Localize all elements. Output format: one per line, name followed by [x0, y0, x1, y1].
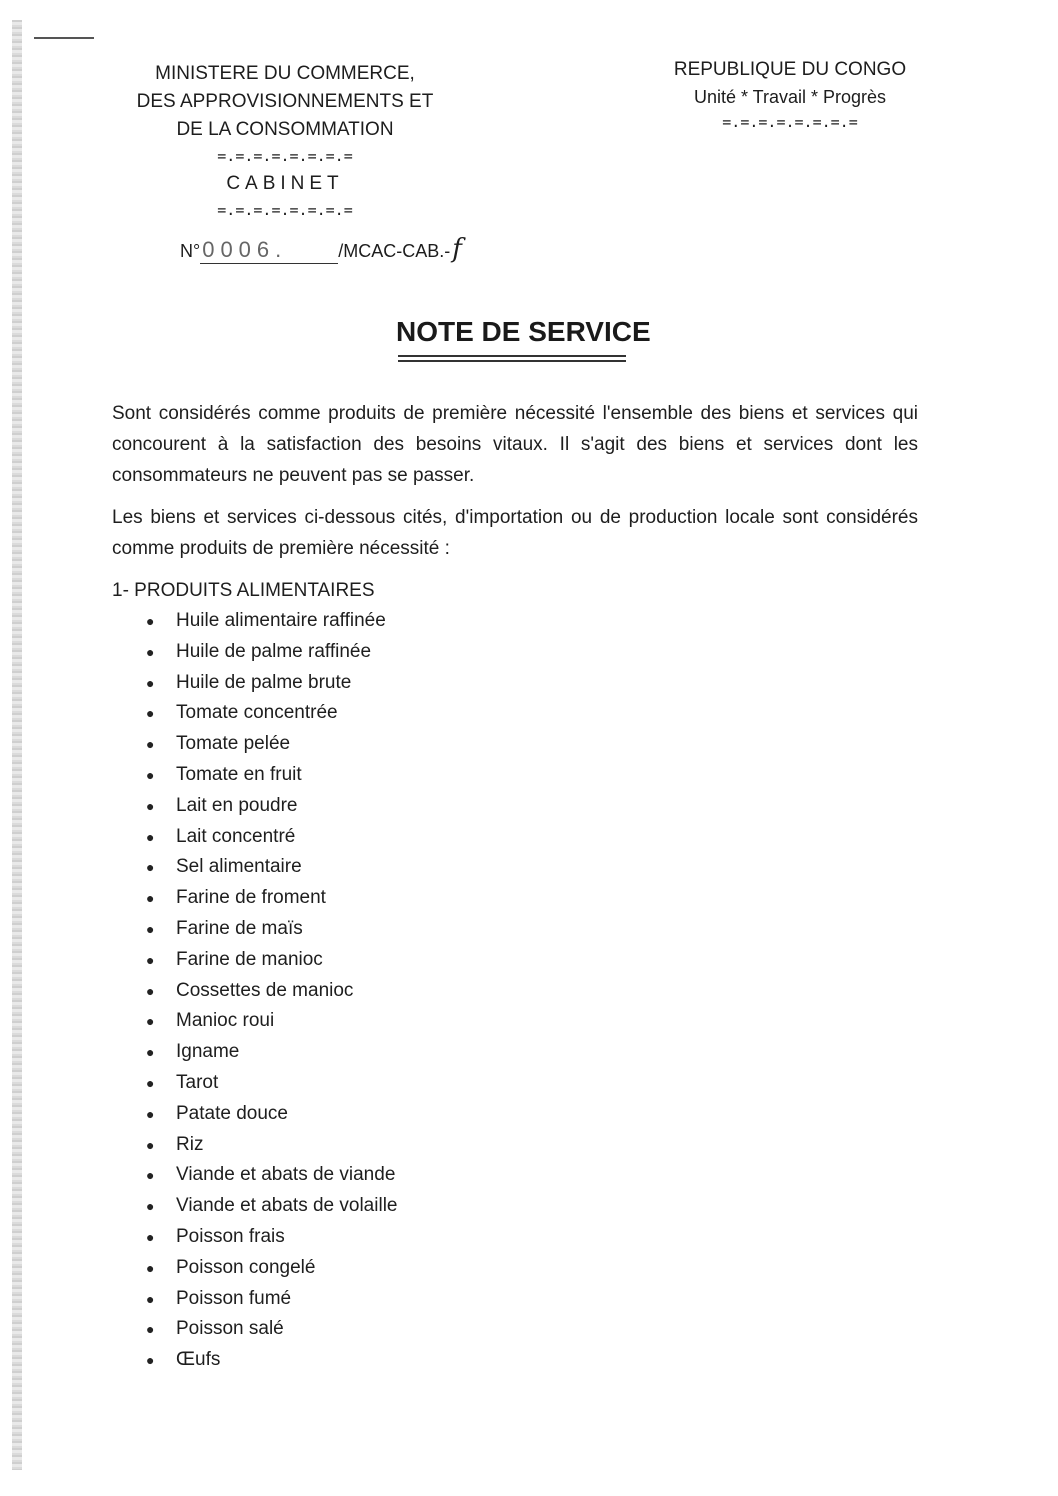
list-item: ● Lait concentré	[112, 822, 397, 853]
corner-mark	[34, 37, 94, 39]
list-item: ● Viande et abats de volaille	[112, 1191, 397, 1222]
reference-number	[180, 234, 462, 264]
country-separator: =.=.=.=.=.=.=.=	[722, 113, 858, 131]
list-item: ● Huile de palme brute	[112, 668, 397, 699]
cabinet-separator: =.=.=.=.=.=.=.=	[217, 201, 353, 219]
bullet-icon: ●	[146, 951, 155, 968]
list-item: ● Riz	[112, 1130, 397, 1161]
bullet-icon: ●	[146, 643, 155, 660]
list-item: ● Huile alimentaire raffinée	[112, 606, 397, 637]
bullet-icon: ●	[146, 1013, 155, 1030]
list-item: ● Poisson salé	[112, 1314, 397, 1345]
reference-prefix: N°	[180, 241, 201, 261]
list-item: ● Patate douce	[112, 1099, 397, 1130]
bullet-icon: ●	[146, 766, 155, 783]
ministry-separator: =.=.=.=.=.=.=.=	[217, 147, 353, 165]
bullet-icon: ●	[146, 1136, 155, 1153]
bullet-icon: ●	[146, 1259, 155, 1276]
country-name: REPUBLIQUE DU CONGO	[673, 59, 907, 80]
cabinet-label: CABINET	[226, 173, 344, 194]
bullet-icon: ●	[146, 705, 155, 722]
section-title-food: 1- PRODUITS ALIMENTAIRES	[112, 580, 375, 601]
reference-initial: f	[452, 234, 462, 264]
title-underline	[398, 355, 626, 357]
intro-paragraph: Sont considérés comme produits de première nécessité l'ensemble des biens et services qui concourent à la satisfaction des besoins vitaux. Il s'agit des biens et services dont les consommateurs ne peuvent pas se passer.	[112, 403, 918, 486]
bullet-icon: ●	[146, 1352, 155, 1369]
bullet-icon: ●	[146, 797, 155, 814]
bullet-icon: ●	[146, 1044, 155, 1061]
ministry-line-3: DE LA CONSOMMATION	[176, 119, 394, 140]
list-item: ● Farine de manioc	[112, 945, 397, 976]
bullet-icon: ●	[146, 859, 155, 876]
list-item: ● Cossettes de manioc	[112, 976, 397, 1007]
bullet-icon: ●	[146, 890, 155, 907]
list-item: ● Œufs	[112, 1345, 397, 1376]
list-item: ● Viande et abats de viande	[112, 1160, 397, 1191]
bullet-icon: ●	[146, 1105, 155, 1122]
ministry-header	[110, 60, 460, 220]
list-item: ● Poisson frais	[112, 1222, 397, 1253]
list-item: ● Farine de maïs	[112, 914, 397, 945]
bullet-icon: ●	[146, 1290, 155, 1307]
bullet-icon: ●	[146, 828, 155, 845]
ministry-line-1: MINISTERE DU COMMERCE,	[155, 63, 415, 84]
bullet-icon: ●	[146, 674, 155, 691]
title-underline-2	[398, 360, 626, 362]
list-item: ● Lait en poudre	[112, 791, 397, 822]
list-item: ● Huile de palme raffinée	[112, 637, 397, 668]
reference-value: 0006.	[200, 237, 338, 264]
list-item: ● Igname	[112, 1037, 397, 1068]
list-item: ● Tomate en fruit	[112, 760, 397, 791]
list-item: ● Tarot	[112, 1068, 397, 1099]
list-item: ● Sel alimentaire	[112, 852, 397, 883]
country-motto: Unité * Travail * Progrès	[693, 87, 887, 107]
list-item: ● Tomate concentrée	[112, 698, 397, 729]
bullet-icon: ●	[146, 1074, 155, 1091]
scope-paragraph: Les biens et services ci-dessous cités, d'importation ou de production locale sont considérés comme produits de première nécessité :	[112, 507, 918, 559]
bullet-icon: ●	[146, 1198, 155, 1215]
scan-edge	[12, 20, 22, 1470]
bullet-icon: ●	[146, 736, 155, 753]
bullet-icon: ●	[146, 1167, 155, 1184]
list-item: ● Poisson fumé	[112, 1284, 397, 1315]
bullet-icon: ●	[146, 613, 155, 629]
reference-suffix: /MCAC-CAB.-	[338, 241, 451, 261]
list-item: ● Farine de froment	[112, 883, 397, 914]
country-header	[660, 56, 920, 132]
list-item: ● Poisson congelé	[112, 1253, 397, 1284]
food-product-list	[112, 606, 397, 1376]
list-item: ● Tomate pelée	[112, 729, 397, 760]
ministry-line-2: DES APPROVISIONNEMENTS ET	[136, 91, 434, 112]
document-title: NOTE DE SERVICE	[396, 316, 651, 347]
bullet-icon: ●	[146, 1321, 155, 1338]
list-item: ● Manioc roui	[112, 1006, 397, 1037]
bullet-icon: ●	[146, 982, 155, 999]
bullet-icon: ●	[146, 1228, 155, 1245]
bullet-icon: ●	[146, 920, 155, 937]
